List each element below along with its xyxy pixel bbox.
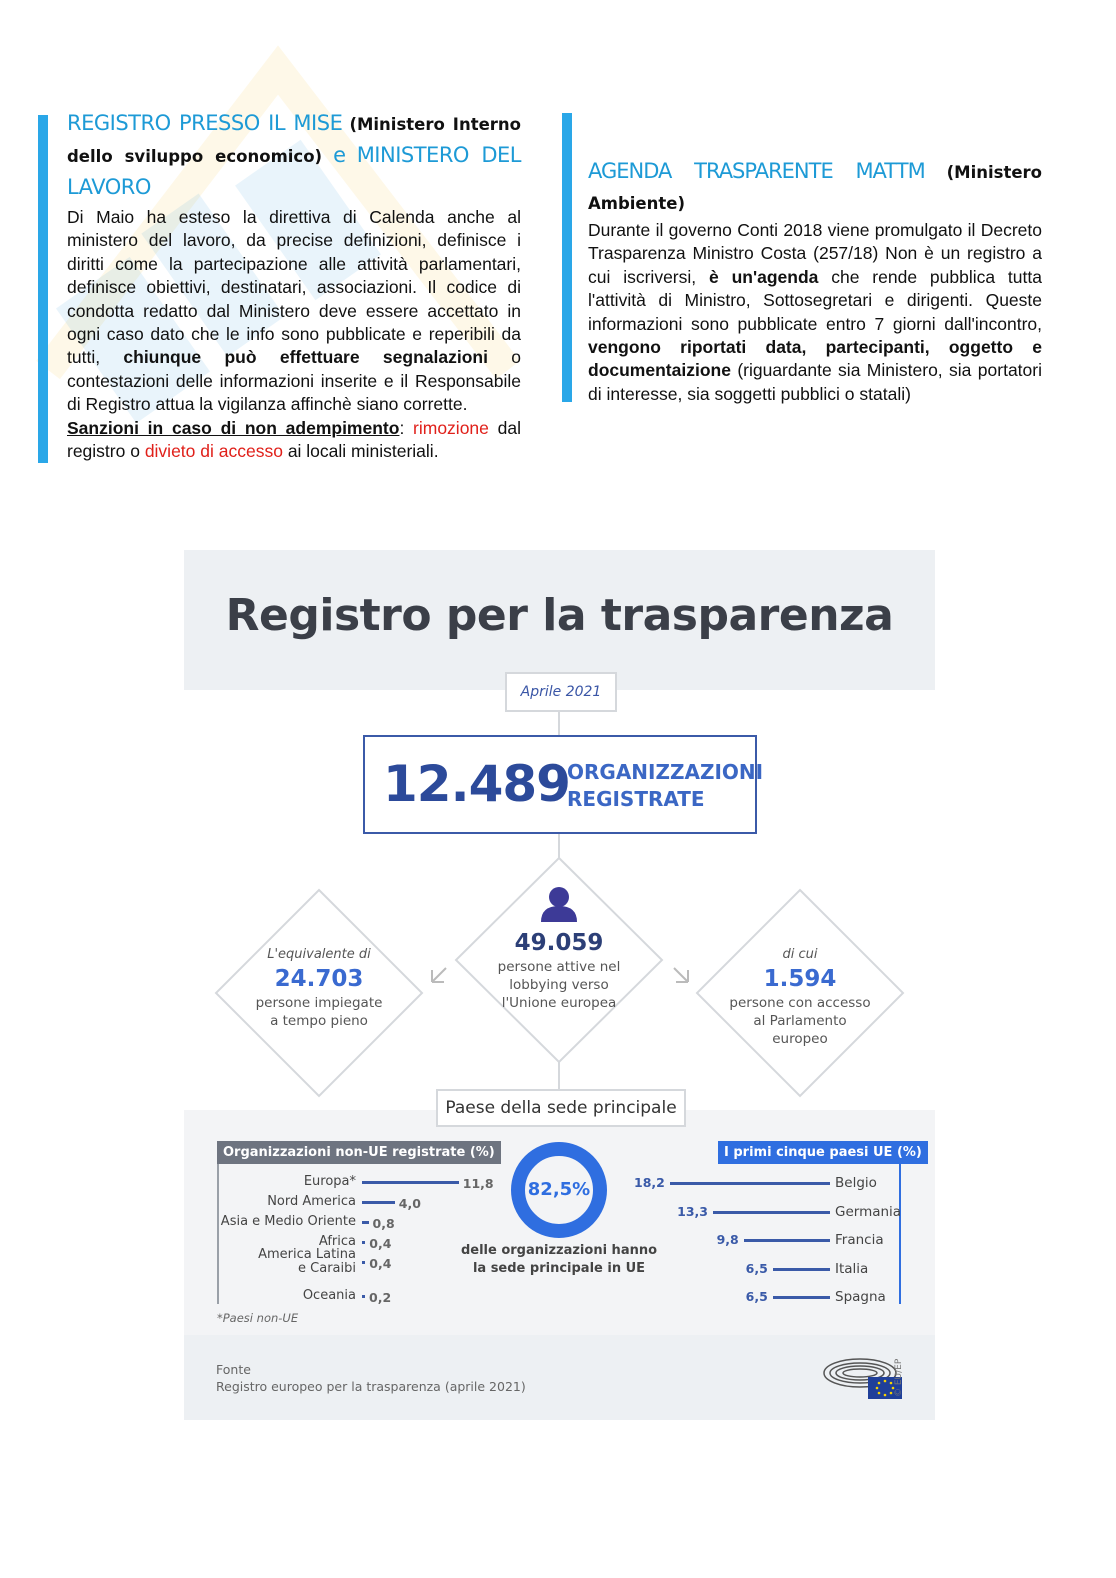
arrow-right-icon (674, 968, 688, 982)
eu-chart-axis (899, 1164, 901, 1304)
nonue-bar (362, 1201, 395, 1204)
segnalazioni-bold: chiunque può effettuare segnalazioni (123, 347, 488, 368)
nonue-category-label: Oceania (302, 1288, 356, 1303)
total-box (363, 735, 764, 834)
nonue-category-label: Asia e Medio Oriente (220, 1214, 356, 1229)
mise-subtitle: Ministero Interno dello sviluppo economico (67, 115, 521, 166)
arrow-left-icon (432, 968, 446, 982)
total-label: ORGANIZZAZIONI REGISTRATE (567, 760, 764, 811)
eu-country-label: Italia (835, 1260, 869, 1277)
eu-value-label: 6,5 (745, 1260, 768, 1276)
nonue-category-label: Africa (318, 1234, 356, 1249)
right-body: Durante il governo Conti 2018 viene promulgato il Decreto Trasparenza Ministro Costa (257/18) Non è un registro a cui iscriversi, è un'agenda che rende pubblica tutta l'attività di Ministro, Sottosegretari e dirigenti. Queste informazioni sono pubblicate entro 7 giorni dall'incontro, vengono riportati data, partecipanti, oggetto e documentaizione (riguardante sia Ministero, sia portatori di interesse, sia soggetti pubblici o statali) (588, 220, 1042, 404)
nonue-bar (362, 1181, 459, 1184)
source-text: Fonte Registro europeo per la trasparenza (aprile 2021) (216, 1362, 526, 1394)
infographic (184, 550, 935, 1420)
left-body: Di Maio ha esteso la direttiva di Calenda anche al ministero del lavoro, da precise definizioni, definisce i diritti come la partecipazione alle attività parlamentari, definisce obiettivi, destinatari, associazioni. Il codice di condotta redatto dal Ministero deve essere accettato in ogni caso dato che le info sono pubblicate e reperibili da tutti, chiunque può effettuare segnalazioni o contestazioni delle informazioni inserite e il Responsabile di Registro attua la vigilanza affinchè siano corrette. Sanzioni in caso di non adempimento: rimozione dal registro o divieto di accesso ai locali ministeriali. (67, 207, 521, 462)
eu-value-label: 13,3 (677, 1203, 708, 1219)
fte-number: 24.703 (274, 966, 364, 992)
eu-country-label: Germania (835, 1203, 902, 1220)
sanzioni-label: Sanzioni in caso di non adempimento (67, 417, 400, 438)
divieto-text: divieto di accesso (144, 441, 283, 462)
footnote: *Paesi non-UE (217, 1311, 299, 1325)
left-heading: REGISTRO PRESSO IL MISE (Ministero Interno dello sviluppo economico) e MINISTERO DEL LAVORO (67, 111, 521, 199)
right-accent-bar (562, 113, 572, 402)
eu-country-label: Belgio (835, 1175, 877, 1191)
access-number: 1.594 (763, 966, 837, 992)
nonue-bar (362, 1261, 365, 1264)
mise-title: REGISTRO PRESSO IL MISE (67, 111, 343, 135)
persons-number: 49.059 (514, 930, 604, 956)
eu-country-label: Spagna (835, 1289, 886, 1305)
agenda-title: AGENDA TRASPARENTE MATTM (588, 159, 925, 183)
nonue-category-label: Nord America (267, 1194, 356, 1209)
date-badge: Aprile 2021 (505, 672, 617, 712)
center-diamond-text: 49.059 persone attive nel lobbying verso l'Unione europea (479, 928, 639, 1012)
agenda-bold: è un'agenda (708, 266, 819, 287)
nonue-category-label: America Latina e Caraibi (258, 1247, 356, 1276)
left-diamond-text: L'equivalente di 24.703 persone impiegate a tempo pieno (239, 946, 399, 1030)
nonue-category-label: Europa* (303, 1174, 356, 1189)
eu-bar (773, 1268, 830, 1271)
eu-value-label: 9,8 (716, 1232, 739, 1247)
right-diamond-text: di cui 1.594 persone con accesso al Parlamento europeo (720, 946, 880, 1048)
section-label: Paese della sede principale (436, 1089, 686, 1127)
left-accent-bar (38, 115, 48, 463)
title-connector: e (333, 143, 346, 167)
right-section (588, 156, 1042, 406)
eu-bar (773, 1296, 830, 1299)
eu-country-label: Francia (835, 1232, 884, 1248)
total-number: 12.489 (383, 755, 570, 813)
european-parliament-logo (822, 1355, 904, 1401)
nonue-bar (362, 1221, 369, 1224)
lavoro-title: MINISTERO DEL LAVORO (67, 143, 521, 199)
source-footer (184, 1335, 935, 1420)
riportati-bold: vengono riportati data, partecipanti, oggetto e documentaizione (588, 337, 1042, 381)
nonue-value-label: 11,8 (462, 1176, 494, 1191)
right-heading (588, 156, 1042, 219)
eu-bar (713, 1211, 830, 1214)
nonue-value-label: 0,4 (369, 1256, 392, 1271)
pie-caption: delle organizzazioni hanno la sede principale in UE (460, 1243, 658, 1276)
infographic-title: Registro per la trasparenza (225, 590, 894, 641)
agenda-subtitle: (Ministero Ambiente) (588, 163, 1042, 213)
nonue-bar (362, 1295, 365, 1298)
eu-value-label: 6,5 (745, 1289, 768, 1304)
nonue-chart-title: Organizzazioni non-UE registrate (%) (217, 1141, 501, 1164)
eu-bar (670, 1182, 830, 1185)
nonue-value-label: 4,0 (398, 1196, 421, 1211)
nonue-value-label: 0,4 (369, 1236, 392, 1251)
nonue-value-label: 0,2 (369, 1290, 392, 1305)
eu-chart-title: I primi cinque paesi UE (%) (718, 1141, 928, 1164)
nonue-value-label: 0,8 (372, 1216, 395, 1231)
pie-value: 82,5% (527, 1179, 591, 1200)
rimozione-text: rimozione (413, 417, 489, 438)
eu-bar (744, 1239, 830, 1242)
left-section (67, 108, 521, 463)
nonue-bar (362, 1241, 365, 1244)
eu-value-label: 18,2 (634, 1175, 665, 1190)
copyright: © EU/EP (894, 1358, 904, 1397)
